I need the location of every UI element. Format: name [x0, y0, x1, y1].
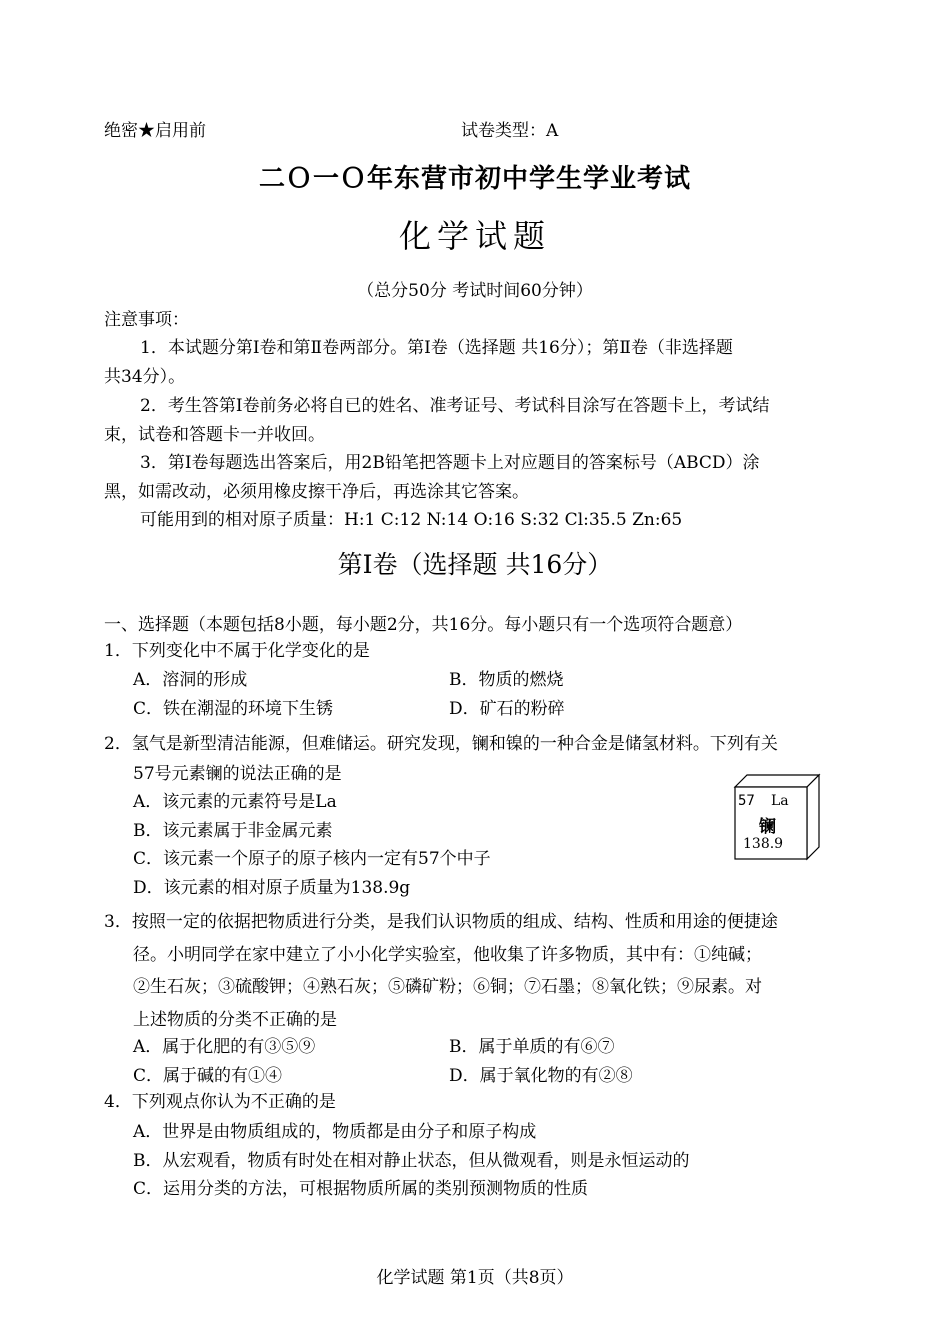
section-1-title: 第I卷（选择题 共16分）	[337, 550, 613, 579]
note-3-line-1: 3．第I卷每题选出答案后，用2B铅笔把答题卡上对应题目的答案标号（ABCD）涂	[140, 453, 760, 473]
element-name: 镧	[759, 817, 776, 837]
note-2-line-1: 2．考生答第Ⅰ卷前务必将自已的姓名、准考证号、考试科目涂写在答题卡上，考试结	[140, 396, 770, 416]
question-1-option-b: B．物质的燃烧	[449, 670, 564, 690]
question-3-option-b: B．属于单质的有⑥⑦	[449, 1037, 615, 1057]
note-3-line-2: 黑，如需改动，必须用橡皮擦干净后，再选涂其它答案。	[104, 482, 529, 502]
question-1-option-c: C．铁在潮湿的环境下生锈	[133, 699, 334, 719]
time-info: （总分50分 考试时间60分钟）	[357, 281, 593, 301]
question-3-stem-line-1: 3．按照一定的依据把物质进行分类，是我们认识物质的组成、结构、性质和用途的便捷途	[104, 912, 778, 932]
element-mass: 138.9	[743, 836, 784, 852]
element-cell	[733, 773, 821, 861]
element-number: 57	[738, 793, 755, 809]
question-3-stem-line-4: 上述物质的分类不正确的是	[133, 1010, 337, 1030]
question-3-option-d: D．属于氧化物的有②⑧	[449, 1066, 633, 1086]
paper-type-label: 试卷类型：A	[461, 121, 559, 141]
question-2-option-c: C．该元素一个原子的原子核内一定有57个中子	[133, 849, 491, 869]
page-footer: 化学试题 第1页（共8页）	[376, 1268, 574, 1288]
question-3-stem-line-3: ②生石灰；③硫酸钾；④熟石灰；⑤磷矿粉；⑥铜；⑦石墨；⑧氧化铁；⑨尿素。对	[133, 977, 762, 997]
question-1-option-a: A．溶洞的形成	[133, 670, 248, 690]
question-2-option-a: A．该元素的元素符号是La	[133, 792, 337, 812]
question-3-stem-line-2: 径。小明同学在家中建立了小小化学实验室，他收集了许多物质，其中有：①纯碱；	[133, 945, 762, 965]
section-1-instruction: 一、选择题（本题包括8小题，每小题2分，共16分。每小题只有一个选项符合题意）	[104, 615, 743, 635]
question-4-option-c: C．运用分类的方法，可根据物质所属的类别预测物质的性质	[133, 1179, 589, 1199]
confidential-label: 绝密★启用前	[104, 121, 206, 141]
note-1-line-2: 共34分）。	[104, 367, 186, 387]
element-symbol: La	[771, 793, 789, 809]
subject-title: 化学试题	[398, 217, 551, 255]
question-4-option-b: B．从宏观看，物质有时处在相对静止状态，但从微观看，则是永恒运动的	[133, 1151, 690, 1171]
question-2-stem-line-1: 2．氢气是新型清洁能源，但难储运。研究发现，镧和镍的一种合金是储氢材料。下列有关	[104, 734, 778, 754]
question-1-option-d: D．矿石的粉碎	[449, 699, 565, 719]
question-2-option-b: B．该元素属于非金属元素	[133, 821, 333, 841]
question-2-stem-line-2: 57号元素镧的说法正确的是	[133, 764, 342, 784]
question-3-option-a: A．属于化肥的有③⑤⑨	[133, 1037, 316, 1057]
question-4-stem: 4．下列观点你认为不正确的是	[104, 1092, 336, 1112]
question-4-option-a: A．世界是由物质组成的，物质都是由分子和原子构成	[133, 1122, 537, 1142]
question-2-option-d: D．该元素的相对原子质量为138.9g	[133, 878, 411, 898]
question-3-option-c: C．属于碱的有①④	[133, 1066, 283, 1086]
atomic-mass-list: 可能用到的相对原子质量：H:1 C:12 N:14 O:16 S:32 Cl:35.5 Zn:65	[140, 510, 683, 530]
note-1-line-1: 1．本试题分第Ⅰ卷和第Ⅱ卷两部分。第I卷（选择题 共16分）；第Ⅱ卷（非选择题	[140, 338, 733, 358]
question-1-stem: 1．下列变化中不属于化学变化的是	[104, 641, 370, 661]
note-2-line-2: 束，试卷和答题卡一并收回。	[104, 425, 325, 445]
notes-heading: 注意事项：	[104, 310, 189, 330]
exam-title: 二Ｏ一Ｏ年东营市初中学生学业考试	[258, 164, 691, 194]
